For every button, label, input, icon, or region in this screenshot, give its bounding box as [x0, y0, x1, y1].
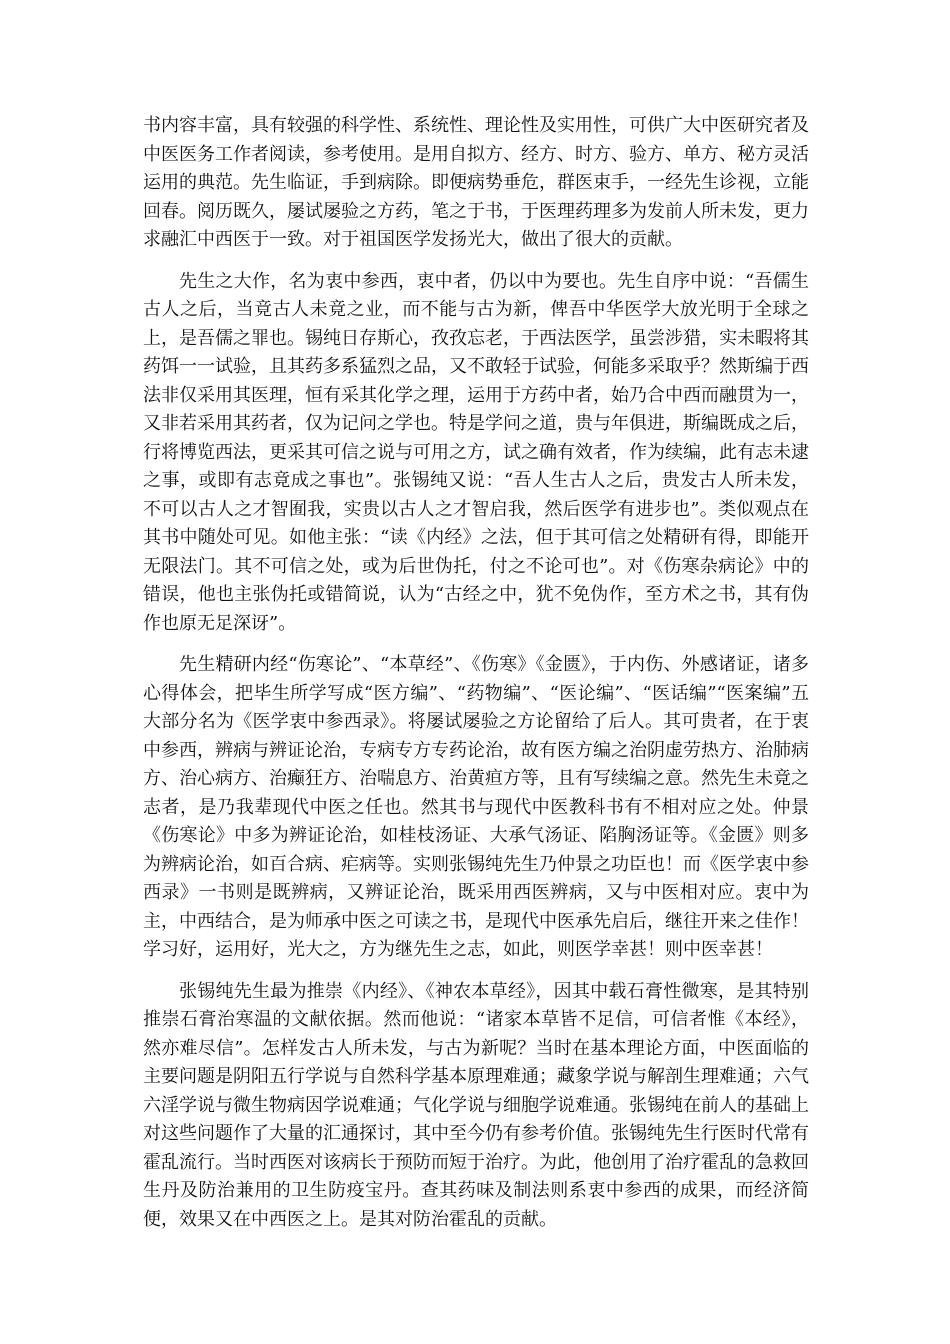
paragraph-intro-continuation: 书内容丰富，具有较强的科学性、系统性、理论性及实用性，可供广大中医研究者及中医医务工作者阅读，参考使用。是用自拟方、经方、时方、验方、单方、秘方灵活运用的典范。先生临证，手到病除。即便病势垂危，群医束手，一经先生诊视，立能回春。阅历既久，屡试屡验之方药，笔之于书，于医理药理多为发前人所未发，更力求融汇中西医于一致。对于祖国医学发扬光大，做出了很大的贡献。: [143, 115, 809, 250]
paragraph-research-works: 先生精研内经“伤寒论”、“本草经”、《伤寒》《金匮》，于内伤、外感诸证，诸多心得体会，把毕生所学写成“医方编”、“药物编”、“医论编”、“医话编”“医案编”五大部分名为《医学衷中参西录》。将屡试屡验之方论留给了后人。其可贵者，在于衷中参西，辨病与辨证论治，专病专方专药论治，故有医方编之治阴虚劳热方、治肺病方、治心病方、治癫狂方、治喘息方、治黄疸方等，且有写续编之意。然先生未竟之志者，是乃我辈现代中医之任也。然其书与现代中医教科书有不相对应之处。仲景《伤寒论》中多为辨证论治，如桂枝汤证、大承气汤证、陷胸汤证等。《金匮》则多为辨病论治，如百合病、疟病等。实则张锡纯先生乃仲景之功臣也！而《医学衷中参西录》一书则是既辨病，又辨证论治，既采用西医辨病，又与中医相对应。衷中为主，中西结合，是为师承中医之可读之书，是现代中医承先启后，继往开来之佳作！学习好，运用好，光大之，方为继先生之志，如此，则医学幸甚！则中医幸甚！: [143, 654, 809, 960]
paragraph-zhong-can-xi: 先生之大作，名为衷中参西，衷中者，仍以中为要也。先生自序中说：“吾儒生古人之后，当竟古人未竟之业，而不能与古为新，俾吾中华医学大放光明于全球之上，是吾儒之罪也。锡纯日存斯心，孜孜忘老，于西法医学，虽尝涉猎，实未暇将其药饵一一试验，且其药多系猛烈之品，又不敢轻于试验，何能多采取乎？然斯编于西法非仅采用其医理，恒有采其化学之理，运用于方药中者，始乃合中西而融贯为一，又非若采用其药者，仅为记问之学也。特是学问之道，贵与年俱进，斯编既成之后，行将博览西法，更采其可信之说与可用之方，试之确有效者，作为续编，此有志未逮之事，或即有志竟成之事也”。张锡纯又说：“吾人生古人之后，贵发古人所未发，不可以古人之才智囿我，实贵以古人之才智启我，然后医学有进步也”。类似观点在其书中随处可见。如他主张：“读《内经》之法，但于其可信之处精研有得，即能开无限法门。其不可信之处，或为后世伪托，付之不论可也”。对《伤寒杂病论》中的错误，他也主张伪托或错简说，认为“古经之中，犹不免伪作，至方术之书，其有伪作也原无足深讶”。: [143, 270, 809, 634]
paragraph-shen-nong-bencao: 张锡纯先生最为推崇《内经》、《神农本草经》，因其中载石膏性微寒，是其特别推崇石膏治寒温的文献依据。然而他说：“诸家本草皆不足信，可信者惟《本经》，然亦难尽信”。怎样发古人所未发，与古为新呢？当时在基本理论方面，中医面临的主要问题是阴阳五行学说与自然科学基本原理难通；藏象学说与解剖生理难通；六气六淫学说与微生物病因学说难通；气化学说与细胞学说难通。张锡纯在前人的基础上对这些问题作了大量的汇通探讨，其中至今仍有参考价值。张锡纯先生行医时代常有霍乱流行。当时西医对该病长于预防而短于治疗。为此，他创用了治疗霍乱的急救回生丹及防治兼用的卫生防疫宝丹。查其药味及制法则系衷中参西的成果，而经济简便，效果又在中西医之上。是其对防治霍乱的贡献。: [143, 980, 809, 1230]
document-page: [143, 112, 809, 1247]
